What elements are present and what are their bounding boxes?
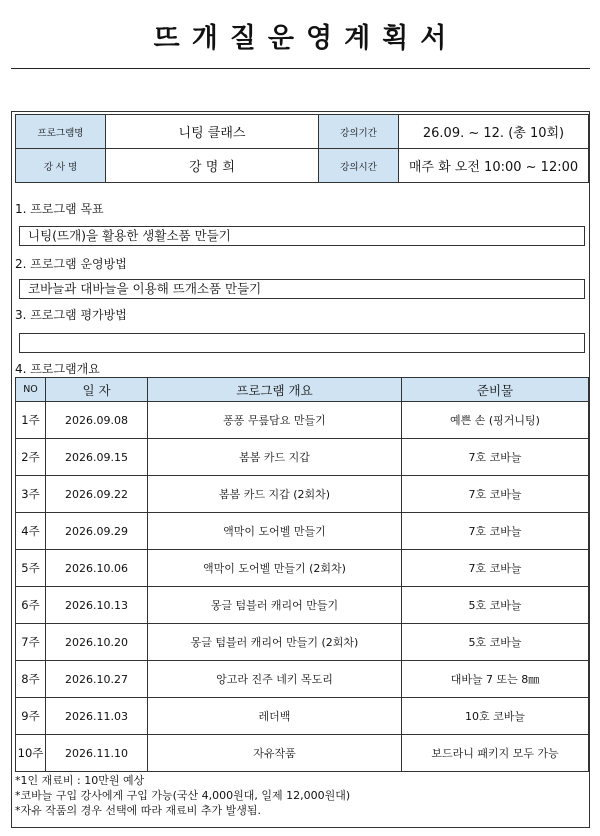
session-prep: 7호 코바늘 [402, 476, 589, 513]
table-row [16, 439, 589, 476]
session-prep: 7호 코바늘 [402, 439, 589, 476]
session-content: 퐁퐁 무릎담요 만들기 [148, 402, 402, 439]
week-number: 5주 [16, 550, 46, 587]
session-prep: 예쁜 손 (핑거니팅) [402, 402, 589, 439]
session-content: 자유작품 [148, 735, 402, 772]
method-text: 코바늘과 대바늘을 이용해 뜨개소품 만들기 [19, 279, 585, 299]
info-row [16, 149, 589, 183]
instructor-value: 강 명 희 [106, 149, 319, 183]
schedule-table [15, 377, 589, 772]
week-number: 3주 [16, 476, 46, 513]
session-content: 액막이 도어벨 만들기 [148, 513, 402, 550]
session-prep: 7호 코바늘 [402, 550, 589, 587]
session-date: 2026.11.10 [46, 735, 148, 772]
header-date: 일 자 [46, 378, 148, 402]
week-number: 7주 [16, 624, 46, 661]
instructor-label: 강 사 명 [16, 149, 106, 183]
program-name-label: 프로그램명 [16, 115, 106, 149]
note-line: *자유 작품의 경우 선택에 따라 재료비 추가 발생됨. [15, 804, 261, 817]
table-row [16, 698, 589, 735]
schedule-header-row [16, 378, 589, 402]
table-row [16, 402, 589, 439]
session-date: 2026.10.27 [46, 661, 148, 698]
header-no: NO [16, 378, 46, 402]
table-row [16, 661, 589, 698]
week-number: 9주 [16, 698, 46, 735]
session-date: 2026.09.29 [46, 513, 148, 550]
header-content: 프로그램 개요 [148, 378, 402, 402]
overview-heading: 4. 프로그램개요 [15, 362, 100, 376]
session-content: 봄봄 카드 지갑 [148, 439, 402, 476]
session-content: 몽글 텀블러 캐리어 만들기 (2회차) [148, 624, 402, 661]
session-content: 앙고라 진주 네키 목도리 [148, 661, 402, 698]
week-number: 1주 [16, 402, 46, 439]
period-label: 강의기간 [319, 115, 399, 149]
time-label: 강의시간 [319, 149, 399, 183]
session-date: 2026.10.13 [46, 587, 148, 624]
period-value: 26.09. ~ 12. (총 10회) [399, 115, 589, 149]
session-content: 봄봄 카드 지갑 (2회차) [148, 476, 402, 513]
info-row [16, 115, 589, 149]
session-prep: 대바늘 7 또는 8㎜ [402, 661, 589, 698]
method-heading: 2. 프로그램 운영방법 [15, 257, 127, 271]
goal-text: 니팅(뜨개)을 활용한 생활소품 만들기 [19, 226, 585, 246]
session-prep: 7호 코바늘 [402, 513, 589, 550]
session-date: 2026.10.06 [46, 550, 148, 587]
session-date: 2026.09.15 [46, 439, 148, 476]
header-prep: 준비물 [402, 378, 589, 402]
time-value: 매주 화 오전 10:00 ~ 12:00 [399, 149, 589, 183]
session-date: 2026.11.03 [46, 698, 148, 735]
week-number: 4주 [16, 513, 46, 550]
evaluation-text [19, 333, 585, 353]
session-prep: 5호 코바늘 [402, 624, 589, 661]
session-content: 몽글 텀블러 캐리어 만들기 [148, 587, 402, 624]
week-number: 2주 [16, 439, 46, 476]
title-divider [11, 68, 590, 69]
goal-heading: 1. 프로그램 목표 [15, 202, 104, 216]
note-line: *1인 재료비 : 10만원 예상 [15, 774, 145, 787]
session-prep: 5호 코바늘 [402, 587, 589, 624]
session-content: 액막이 도어벨 만들기 (2회차) [148, 550, 402, 587]
evaluation-heading: 3. 프로그램 평가방법 [15, 308, 127, 322]
week-number: 8주 [16, 661, 46, 698]
table-row [16, 513, 589, 550]
program-name-value: 니팅 클래스 [106, 115, 319, 149]
table-row [16, 624, 589, 661]
session-prep: 보드라니 패키지 모두 가능 [402, 735, 589, 772]
session-content: 레더백 [148, 698, 402, 735]
session-date: 2026.09.22 [46, 476, 148, 513]
document-title: 뜨개질운영계획서 [153, 23, 459, 54]
notes [15, 773, 350, 818]
table-row [16, 587, 589, 624]
session-prep: 10호 코바늘 [402, 698, 589, 735]
week-number: 6주 [16, 587, 46, 624]
table-row [16, 735, 589, 772]
program-info-table [15, 114, 589, 183]
session-date: 2026.10.20 [46, 624, 148, 661]
note-line: *코바늘 구입 강사에게 구입 가능(국산 4,000원대, 일제 12,000원대) [15, 789, 351, 802]
table-row [16, 476, 589, 513]
table-row [16, 550, 589, 587]
week-number: 10주 [16, 735, 46, 772]
session-date: 2026.09.08 [46, 402, 148, 439]
